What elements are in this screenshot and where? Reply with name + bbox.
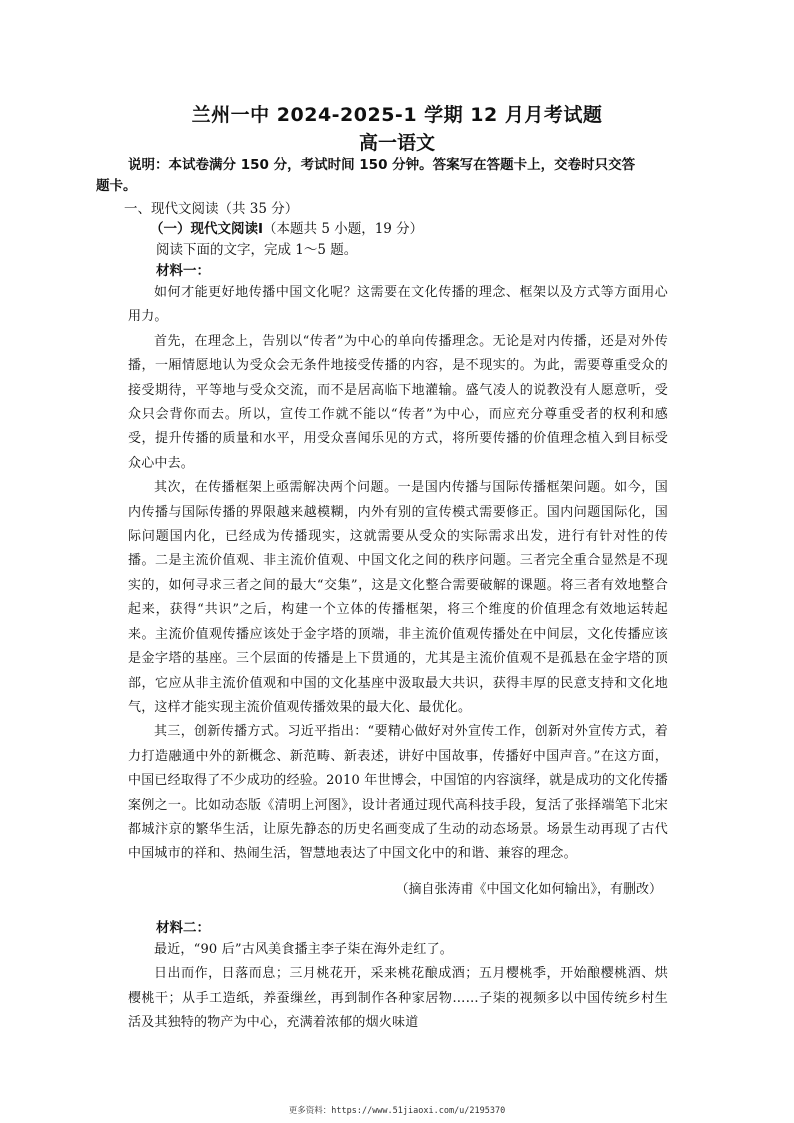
- material-1-paragraph-4: 其三，创新传播方式。习近平指出：“要精心做好对外宣传工作，创新对外宣传方式，着力打造融通中外的新概念、新范畴、新表述，讲好中国故事，传播好中国声音。”在这方面，中国已经取得了不少成功的经验。2010 年世博会，中国馆的内容演绎，就是成功的文化传播案例之一。比如动态版《清明上河图》，设计者通过现代高科技手段，复活了张择端笔下北宋都城汴京的繁华生活，让原先静态的历史名画变成了生动的动态场景。场景生动再现了古代中国城市的祥和、热闹生活，智慧地表达了中国文化中的和谐、兼容的理念。: [128, 724, 668, 862]
- material-2-body: [128, 938, 668, 1036]
- reading-directions: 阅读下面的文字，完成 1～5 题。: [156, 242, 358, 258]
- material-1-paragraph-2: 首先，在理念上，告别以“传者”为中心的单向传播理念。无论是对内传播，还是对外传播，一厢情愿地认为受众会无条件地接受传播的内容，是不现实的。为此，需要尊重受众的接受期待，平等地与受众交流，而不是居高临下地灌输。盛气凌人的说教没有人愿意听，受众只会背你而去。所以，宣传工作就不能以“传者”为中心，而应充分尊重受者的权利和感受，提升传播的质量和水平，用受众喜闻乐见的方式，将所要传播的价值理念植入到目标受众心中去。: [128, 333, 668, 471]
- section-heading: [124, 199, 298, 219]
- exam-instructions: 说明：本试卷满分 150 分，考试时间 150 分钟。答案写在答题卡上，交卷时只交答题卡。: [96, 157, 636, 194]
- section-title: 一、现代文阅读: [124, 201, 219, 217]
- exam-subtitle: 高一语文: [358, 132, 435, 154]
- page-footer: 更多资料：https://www.51jiaoxi.com/u/2195370: [288, 1106, 506, 1116]
- section-points: （共 35 分）: [218, 201, 299, 217]
- subsection-points: （本题共 5 小题，19 分）: [263, 221, 424, 237]
- material-2-label: 材料二：: [156, 920, 210, 936]
- material-2-paragraph-1: 最近，“90 后”古风美食播主李子柒在海外走红了。: [154, 942, 453, 957]
- material-1-paragraph-1: 如何才能更好地传播中国文化呢？这需要在文化传播的理念、框架以及方式等方面用心用力。: [128, 285, 668, 325]
- material-2-paragraph-2: 日出而作，日落而息；三月桃花开，采来桃花酿成酒；五月樱桃季，开始酿樱桃酒、烘樱桃干；从手工造纸，养蚕缫丝，再到制作各种家居物……子柒的视频多以中国传统乡村生活及其独特的物产为中心，充满着浓郁的烟火味道: [128, 966, 668, 1031]
- material-1-body: [128, 281, 668, 867]
- material-1-label: 材料一：: [156, 263, 210, 279]
- material-1-source: （摘自张涛甫《中国文化如何输出》，有删改）: [395, 882, 662, 897]
- material-1-paragraph-3: 其次，在传播框架上亟需解决两个问题。一是国内传播与国际传播框架问题。如今，国内传播与国际传播的界限越来越模糊，内外有别的宣传模式需要修正。国内问题国际化，国际问题国内化，已经成为传播现实，这就需要从受众的实际需求出发，进行有针对性的传播。二是主流价值观、非主流价值观、中国文化之间的秩序问题。三者完全重合显然是不现实的，如何寻求三者之间的最大“交集”，这是文化整合需要破解的课题。将三者有效地整合起来，获得“共识”之后，构建一个立体的传播框架，将三个维度的价值理念有效地运转起来。主流价值观传播应该处于金字塔的顶端，非主流价值观传播处在中间层，文化传播应该是金字塔的基座。三个层面的传播是上下贯通的，尤其是主流价值观不是孤悬在金字塔的顶部，它应从非主流价值观和中国的文化基座中汲取最大共识，获得丰厚的民意支持和文化地气，这样才能实现主流价值观传播效果的最大化、最优化。: [128, 480, 668, 715]
- subsection-title: （一）现代文阅读Ⅰ: [150, 221, 264, 237]
- subsection-heading: [150, 219, 423, 239]
- exam-title: 兰州一中 2024-2025-1 学期 12 月月考试题: [191, 104, 603, 126]
